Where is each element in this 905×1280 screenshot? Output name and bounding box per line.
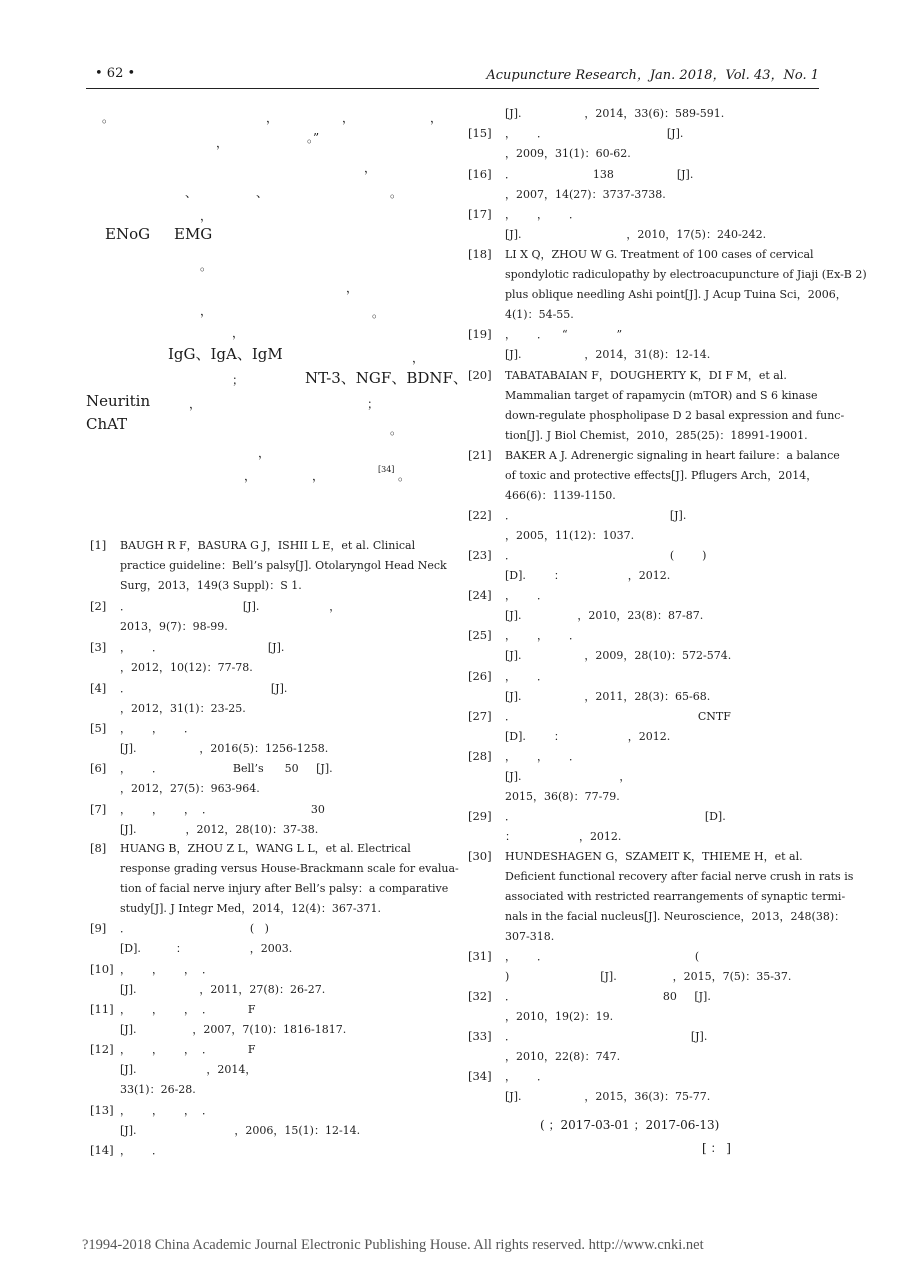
reference-line: HUNDESHAGEN G，SZAMEIT K，THIEME H，et al. [505, 850, 803, 863]
reference-line: [J]. ，2010，17(5)：240-242. [505, 228, 767, 241]
body-fragment: ， [216, 136, 229, 150]
reference-number: [18] [468, 247, 492, 261]
neuritin-label: Neuritin [86, 392, 151, 410]
reference-line: Surg，2013，149(3 Suppl)：S 1. [120, 579, 302, 592]
reference-line: ： ，2012. [505, 830, 622, 843]
editor-note: [ ： ] [702, 1141, 731, 1155]
reference-number: [32] [468, 989, 492, 1003]
header-rule [86, 88, 819, 89]
reference-number: [19] [468, 327, 492, 341]
reference-line: ， ． [120, 1144, 163, 1157]
reference-line: practice guideline：Bell’s palsy[J]. Otolaryngol Head Neck [120, 559, 447, 572]
body-fragment: ； [367, 397, 380, 411]
reference-line: ， ． [505, 1070, 548, 1083]
reference-line: tion[J]. J Biol Chemist，2010，285(25)：18991-19001. [505, 429, 808, 442]
reference-line: [J]. ，2012，28(10)：37-38. [120, 823, 319, 836]
body-fragment: ， [342, 111, 355, 125]
reference-line: ， ， ， ． F [120, 1003, 256, 1016]
reference-line: ，2005，11(12)：1037. [505, 529, 635, 542]
reference-number: [30] [468, 849, 492, 863]
immunoglobulin-list: IgG、IgA、IgM [168, 345, 283, 363]
reference-line: ，2010，22(8)：747. [505, 1050, 621, 1063]
reference-line: of toxic and protective effects[J]. Pflugers Arch，2014， [505, 469, 818, 482]
reference-number: [8] [90, 841, 107, 855]
body-fragment: 。” [307, 131, 320, 145]
reference-number: [4] [90, 681, 107, 695]
reference-line: ． ( ) [505, 549, 707, 562]
enog-label: ENoG [105, 225, 151, 243]
reference-line: ， ， ， ． 30 [120, 803, 325, 816]
reference-line: [D]. ： ，2012. [505, 569, 671, 582]
reference-line: BAKER A J. Adrenergic signaling in heart failure：a balance [505, 449, 840, 462]
neurotrophin-list: NT-3、NGF、BDNF、 [305, 369, 468, 387]
body-fragment: ， [412, 351, 425, 365]
body-fragment: 。 [200, 259, 213, 273]
reference-number: [10] [90, 962, 114, 976]
reference-line: [J]. ， [505, 770, 631, 783]
reference-line: ) [J]. ，2015，7(5)：35-37. [505, 970, 792, 983]
reference-number: [9] [90, 921, 107, 935]
reference-line: [J]. ，2010，23(8)：87-87. [505, 609, 704, 622]
reference-line: [J]. ，2015，36(3)：75-77. [505, 1090, 711, 1103]
reference-line: ， ． ( [505, 950, 700, 963]
reference-line: ， ， ． [120, 722, 195, 735]
emg-label: EMG [174, 225, 213, 243]
reference-number: [12] [90, 1042, 114, 1056]
reference-line: ． 80 [J]. [505, 990, 711, 1003]
body-fragment: ， [258, 446, 271, 460]
reference-line: associated with restricted rearrangements of synaptic termi- [505, 890, 846, 903]
reference-line: study[J]. J Integr Med，2014，12(4)：367-371. [120, 902, 382, 915]
reference-line: ，2012，10(12)：77-78. [120, 661, 253, 674]
reference-line: ，2010，19(2)：19. [505, 1010, 614, 1023]
reference-number: [5] [90, 721, 107, 735]
body-fragment: 。 [102, 111, 115, 125]
reference-line: HUANG B，ZHOU Z L，WANG L L，et al. Electrical [120, 842, 411, 855]
reference-number: [14] [90, 1143, 114, 1157]
copyright-footer: ?1994-2018 China Academic Journal Electronic Publishing House. All rights reserved. http://www.cnki.net [82, 1237, 704, 1253]
reference-line: 2013，9(7)：98-99. [120, 620, 228, 633]
reference-line: ， ， ， ． [120, 1104, 213, 1117]
body-fragment: ； [232, 373, 245, 387]
reference-number: [20] [468, 368, 492, 382]
reference-number: [3] [90, 640, 107, 654]
reference-line: [D]. ： ，2003. [120, 942, 293, 955]
reference-number: [15] [468, 126, 492, 140]
reference-line: response grading versus House-Brackmann scale for evalua- [120, 862, 459, 875]
body-fragment: ， [200, 304, 213, 318]
reference-number: [13] [90, 1103, 114, 1117]
reference-line: ． 138 [J]. [505, 168, 694, 181]
reference-line: 2015，36(8)：77-79. [505, 790, 620, 803]
reference-line: ． [J]. ， [120, 600, 341, 613]
reference-number: [31] [468, 949, 492, 963]
reference-number: [17] [468, 207, 492, 221]
body-fragment: ， [200, 209, 213, 223]
reference-number: [34] [468, 1069, 492, 1083]
reference-line: ， ， ． [505, 750, 580, 763]
body-fragment: 。 [390, 186, 403, 200]
reference-line: ， ， ． [505, 629, 580, 642]
reference-line: down-regulate phospholipase D 2 basal expression and func- [505, 409, 845, 422]
reference-number: [29] [468, 809, 492, 823]
reference-line: [J]. ，2009，28(10)：572-574. [505, 649, 732, 662]
reference-line: ，2012，27(5)：963-964. [120, 782, 260, 795]
reference-line: ， ． [J]. [505, 127, 684, 140]
reference-line: ． [J]. [120, 682, 288, 695]
reference-number: [6] [90, 761, 107, 775]
reference-line: 307-318. [505, 930, 555, 943]
body-fragment: 。 [390, 423, 403, 437]
reference-line: spondylotic radiculopathy by electroacupuncture of Jiaji (Ex-B 2) [505, 268, 867, 281]
page-number: • 62 • [95, 66, 136, 81]
reference-number: [1] [90, 538, 107, 552]
reference-line: [J]. ，2014，33(6)：589-591. [505, 107, 725, 120]
chat-label: ChAT [86, 415, 128, 433]
reference-number: [28] [468, 749, 492, 763]
reference-line: ， ， ， ． [120, 963, 213, 976]
reference-number: [22] [468, 508, 492, 522]
reference-number: [26] [468, 669, 492, 683]
reference-number: [2] [90, 599, 107, 613]
reference-line: ，2012，31(1)：23-25. [120, 702, 246, 715]
reference-line: ． [D]. [505, 810, 726, 823]
reference-number: [21] [468, 448, 492, 462]
reference-line: [J]. ，2016(5)：1256-1258. [120, 742, 329, 755]
reference-line: nals in the facial nucleus[J]. Neuroscience，2013，248(38)： [505, 910, 846, 923]
reference-number: [11] [90, 1002, 114, 1016]
reference-line: Mammalian target of rapamycin (mTOR) and S 6 kinase [505, 389, 818, 402]
reference-line: 466(6)：1139-1150. [505, 489, 616, 502]
reference-line: ， ． Bell’s 50 [J]. [120, 762, 333, 775]
reference-line: LI X Q，ZHOU W G. Treatment of 100 cases of cervical [505, 248, 814, 261]
reference-line: [J]. ，2014，31(8)：12-14. [505, 348, 711, 361]
reference-line: [J]. ，2007，7(10)：1816-1817. [120, 1023, 347, 1036]
reference-line: [J]. ，2014， [120, 1063, 257, 1076]
reference-line: 33(1)：26-28. [120, 1083, 196, 1096]
reference-number: [7] [90, 802, 107, 816]
reference-line: [J]. ，2011，27(8)：26-27. [120, 983, 326, 996]
received-dates: ( ；2017-03-01 ；2017-06-13) [540, 1118, 720, 1132]
reference-line: [D]. ： ，2012. [505, 730, 671, 743]
reference-line: ． [J]. [505, 509, 687, 522]
reference-line: Deficient functional recovery after facial nerve crush in rats is [505, 870, 854, 883]
citation-marker: [34] [378, 465, 395, 474]
reference-number: [23] [468, 548, 492, 562]
body-fragment: ， [346, 281, 359, 295]
reference-line: ， ， ． [505, 208, 580, 221]
reference-line: ， ． [505, 589, 548, 602]
reference-line: ， ． [505, 670, 548, 683]
body-fragment: ， [364, 161, 377, 175]
reference-number: [24] [468, 588, 492, 602]
reference-line: tion of facial nerve injury after Bell’s palsy：a comparative [120, 882, 449, 895]
body-fragment: ， [266, 111, 279, 125]
reference-line: ， ． [J]. [120, 641, 285, 654]
journal-running-header: Acupuncture Research，Jan. 2018，Vol. 43，No. 1 [486, 68, 819, 83]
reference-number: [33] [468, 1029, 492, 1043]
reference-line: [J]. ，2011，28(3)：65-68. [505, 690, 711, 703]
reference-line: [J]. ，2006，15(1)：12-14. [120, 1124, 361, 1137]
body-fragment: ， [189, 397, 202, 411]
reference-line: ，2009，31(1)：60-62. [505, 147, 631, 160]
reference-line: ， ， ， ． F [120, 1043, 256, 1056]
reference-line: ． ( ) [120, 922, 269, 935]
body-fragment: ， [244, 469, 257, 483]
body-fragment: 、 [185, 186, 198, 200]
body-fragment: ， [232, 326, 245, 340]
reference-line: 4(1)：54-55. [505, 308, 574, 321]
body-fragment: ， [430, 111, 443, 125]
reference-number: [25] [468, 628, 492, 642]
reference-number: [16] [468, 167, 492, 181]
body-fragment: 。 [372, 306, 385, 320]
reference-line: plus oblique needling Ashi point[J]. J Acup Tuina Sci，2006， [505, 288, 847, 301]
reference-number: [27] [468, 709, 492, 723]
reference-line: ． [J]. [505, 1030, 708, 1043]
reference-line: ． CNTF [505, 710, 731, 723]
reference-line: ，2007，14(27)：3737-3738. [505, 188, 666, 201]
reference-line: TABATABAIAN F，DOUGHERTY K，DI F M，et al. [505, 369, 787, 382]
reference-line: ， ． “ ” [505, 328, 623, 341]
body-fragment: 、 [256, 186, 269, 200]
reference-line: BAUGH R F，BASURA G J，ISHII L E，et al. Clinical [120, 539, 416, 552]
body-fragment: 。 [398, 469, 411, 483]
body-fragment: ， [312, 469, 325, 483]
